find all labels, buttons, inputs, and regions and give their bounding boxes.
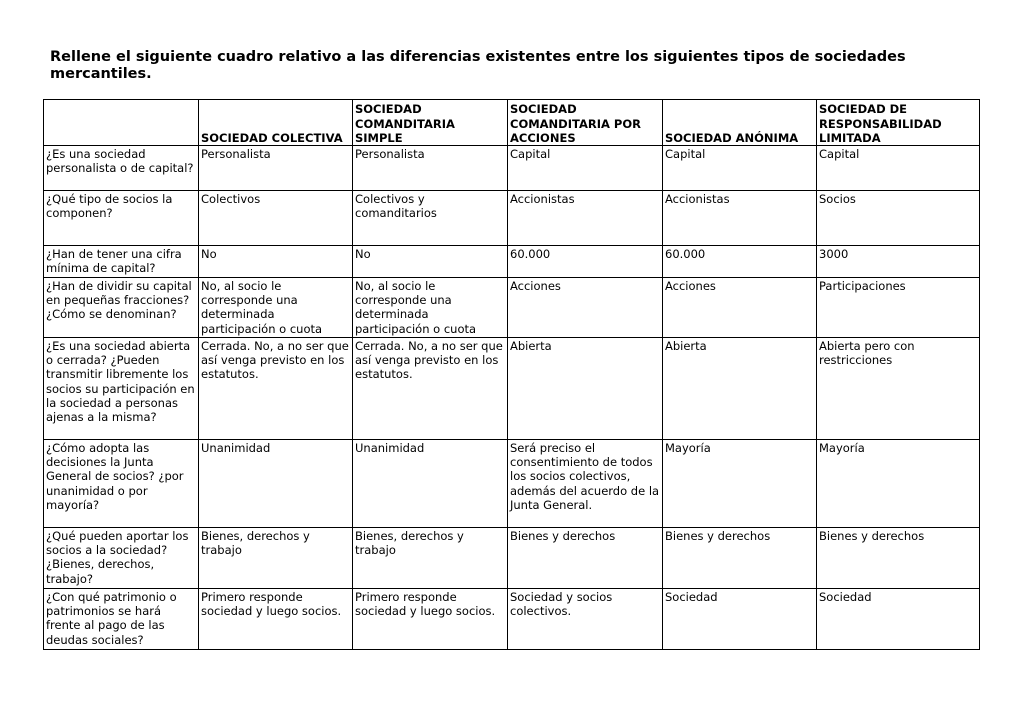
table-cell: Capital: [508, 146, 663, 191]
header-cell-empty: [44, 100, 199, 146]
table-cell: Bienes y derechos: [508, 528, 663, 589]
table-row: [44, 528, 980, 589]
table-cell: Abierta: [663, 338, 817, 440]
table-cell: 60.000: [663, 246, 817, 278]
question-cell: ¿Cómo adopta las decisiones la Junta General de socios? ¿por unanimidad o por mayoría?: [44, 440, 199, 528]
table-cell: Será preciso el consentimiento de todos los socios colectivos, además del acuerdo de la Junta General.: [508, 440, 663, 528]
question-cell: ¿Han de tener una cifra mínima de capital?: [44, 246, 199, 278]
table-cell: Primero responde sociedad y luego socios.: [199, 589, 353, 650]
table-cell: Unanimidad: [199, 440, 353, 528]
table-cell: Bienes, derechos y trabajo: [353, 528, 508, 589]
table-cell: No, al socio le corresponde una determinada participación o cuota: [353, 278, 508, 338]
comparison-table: [43, 99, 980, 650]
header-cell: SOCIEDAD ANÓNIMA: [663, 100, 817, 146]
table-cell: Capital: [663, 146, 817, 191]
question-cell: ¿Con qué patrimonio o patrimonios se hará frente al pago de las deudas sociales?: [44, 589, 199, 650]
header-cell: SOCIEDAD COMANDITARIA POR ACCIONES: [508, 100, 663, 146]
question-cell: ¿Qué pueden aportar los socios a la sociedad? ¿Bienes, derechos, trabajo?: [44, 528, 199, 589]
header-cell: SOCIEDAD DE RESPONSABILIDAD LIMITADA: [817, 100, 980, 146]
table-cell: No: [353, 246, 508, 278]
table-cell: Personalista: [353, 146, 508, 191]
table-cell: Bienes y derechos: [663, 528, 817, 589]
table-row: [44, 338, 980, 440]
table-cell: 3000: [817, 246, 980, 278]
table-cell: Bienes y derechos: [817, 528, 980, 589]
table-cell: Mayoría: [817, 440, 980, 528]
table-cell: Cerrada. No, a no ser que así venga previsto en los estatutos.: [353, 338, 508, 440]
table-cell: 60.000: [508, 246, 663, 278]
table-cell: Unanimidad: [353, 440, 508, 528]
table-cell: Sociedad: [663, 589, 817, 650]
table-row: [44, 589, 980, 650]
table-row: [44, 440, 980, 528]
table-cell: Acciones: [663, 278, 817, 338]
question-cell: ¿Es una sociedad abierta o cerrada? ¿Pueden transmitir libremente los socios su participación en la sociedad a personas ajenas a la misma?: [44, 338, 199, 440]
table-cell: Sociedad: [817, 589, 980, 650]
table-cell: Sociedad y socios colectivos.: [508, 589, 663, 650]
table-header-row: [44, 100, 980, 146]
question-cell: ¿Es una sociedad personalista o de capital?: [44, 146, 199, 191]
question-cell: ¿Han de dividir su capital en pequeñas fracciones? ¿Cómo se denominan?: [44, 278, 199, 338]
table-cell: Accionistas: [663, 191, 817, 246]
table-cell: Cerrada. No, a no ser que así venga previsto en los estatutos.: [199, 338, 353, 440]
table-row: [44, 191, 980, 246]
table-row: [44, 278, 980, 338]
question-cell: ¿Qué tipo de socios la componen?: [44, 191, 199, 246]
header-cell: SOCIEDAD COLECTIVA: [199, 100, 353, 146]
table-cell: Mayoría: [663, 440, 817, 528]
table-cell: Primero responde sociedad y luego socios.: [353, 589, 508, 650]
table-cell: Accionistas: [508, 191, 663, 246]
header-cell: SOCIEDAD COMANDITARIA SIMPLE: [353, 100, 508, 146]
table-cell: Colectivos y comanditarios: [353, 191, 508, 246]
table-cell: Capital: [817, 146, 980, 191]
table-cell: Participaciones: [817, 278, 980, 338]
table-cell: Bienes, derechos y trabajo: [199, 528, 353, 589]
table-cell: Socios: [817, 191, 980, 246]
table-cell: Abierta: [508, 338, 663, 440]
table-cell: Acciones: [508, 278, 663, 338]
table-row: [44, 146, 980, 191]
table-cell: No, al socio le corresponde una determinada participación o cuota: [199, 278, 353, 338]
table-cell: Abierta pero con restricciones: [817, 338, 980, 440]
document-title: Rellene el siguiente cuadro relativo a las diferencias existentes entre los siguientes tipos de sociedades mercantiles.: [50, 49, 906, 82]
table-cell: Colectivos: [199, 191, 353, 246]
table-cell: No: [199, 246, 353, 278]
table-cell: Personalista: [199, 146, 353, 191]
table-row: [44, 246, 980, 278]
